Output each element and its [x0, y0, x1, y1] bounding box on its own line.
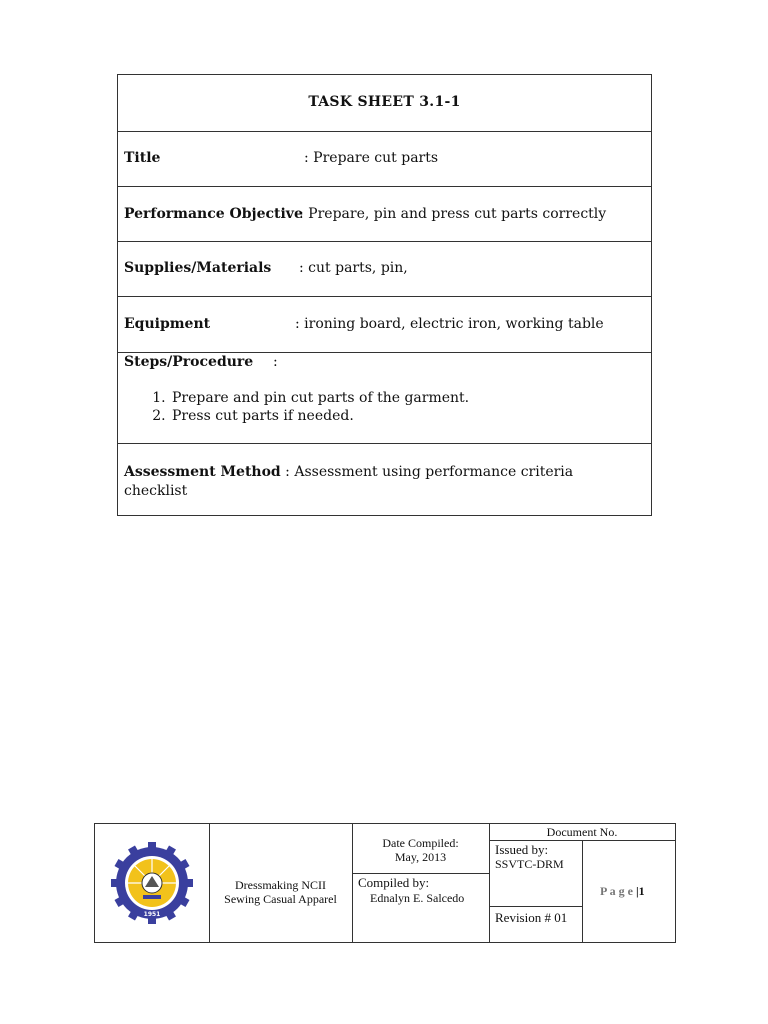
equipment-value: : ironing board, electric iron, working table [295, 316, 604, 332]
school-seal-logo [95, 824, 209, 942]
compiled-by-label: Compiled by: [358, 875, 430, 890]
step-item: 1. Prepare and pin cut parts of the garment. [170, 389, 469, 407]
page-indicator: P a g e |1 [600, 884, 645, 898]
step-item: 2. Press cut parts if needed. [170, 407, 469, 425]
compiled-by-value: Ednalyn E. Salcedo [370, 891, 465, 905]
assessment-method-label: Assessment Method [124, 464, 281, 480]
steps-procedure-colon: : [273, 354, 278, 370]
logo-year: 1951 [143, 911, 161, 918]
supplies-materials-row [118, 242, 651, 297]
document-no-label: Document No. [546, 825, 618, 839]
equipment-label: Equipment [124, 316, 211, 332]
page-label: P a g e [600, 884, 633, 898]
issued-by-label: Issued by: [495, 842, 549, 857]
task-sheet-table [117, 74, 652, 516]
assessment-method-row [118, 444, 651, 516]
qualification-line-1: Dressmaking NCII [235, 878, 326, 892]
performance-objective-value: : Prepare, pin and press cut parts correctly [299, 206, 607, 222]
logo-cell [95, 824, 209, 942]
revision-number: Revision # 01 [495, 910, 568, 925]
issued-by-value: SSVTC-DRM [495, 857, 564, 871]
performance-objective-label: Performance Objective [124, 206, 303, 222]
steps-list [146, 389, 469, 425]
date-compiled-label: Date Compiled: [382, 836, 459, 850]
equipment-row [118, 297, 651, 353]
steps-procedure-row [118, 353, 651, 444]
qualification-line-2: Sewing Casual Apparel [224, 892, 337, 906]
task-sheet-title: TASK SHEET 3.1-1 [308, 94, 461, 110]
page-number: 1 [638, 884, 645, 898]
title-row [118, 132, 651, 187]
supplies-materials-label: Supplies/Materials [124, 260, 272, 276]
steps-procedure-label: Steps/Procedure [124, 354, 254, 370]
title-label: Title [124, 150, 161, 166]
supplies-materials-value: : cut parts, pin, [299, 260, 408, 276]
document-footer [94, 823, 676, 943]
date-compiled-value: May, 2013 [394, 850, 447, 864]
title-value: : Prepare cut parts [304, 150, 439, 166]
assessment-method-value: : Assessment using performance criteria checklist [124, 464, 574, 499]
performance-objective-row [118, 187, 651, 242]
task-sheet-header-row [118, 75, 651, 132]
